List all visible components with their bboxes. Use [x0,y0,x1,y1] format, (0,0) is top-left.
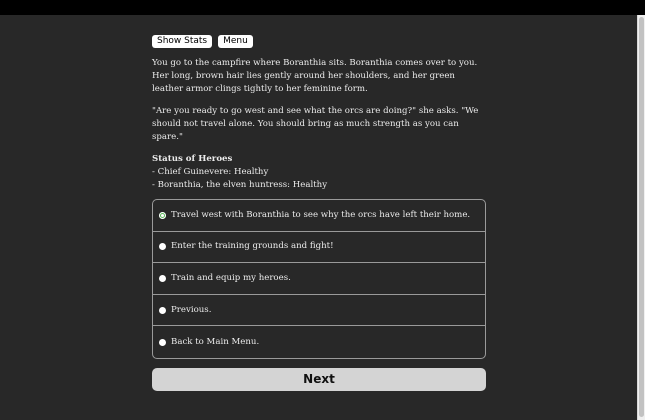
scrollbar[interactable] [637,15,645,420]
radio-icon[interactable] [159,243,166,250]
status-title: Status of Heroes [152,154,233,164]
radio-icon[interactable] [159,339,166,346]
story-paragraph-2: "Are you ready to go west and see what the orcs are doing?" she asks. "We should not travel alone. You should bring as much strength as you can spare." [152,106,479,142]
show-stats-button[interactable]: Show Stats [152,35,212,48]
choice-label: Previous. [171,304,212,315]
next-button[interactable]: Next [152,368,486,391]
toolbar [152,35,486,48]
choice-option-travel-west[interactable] [153,200,485,232]
radio-selected-icon[interactable] [159,212,166,219]
choice-option-train-heroes[interactable] [153,263,485,295]
status-of-heroes [152,153,486,192]
choice-label: Enter the training grounds and fight! [171,241,334,252]
game-content [152,35,486,391]
choice-list [152,199,486,359]
choice-option-previous[interactable] [153,295,485,327]
status-line: - Chief Guinevere: Healthy [152,167,269,177]
choice-label: Travel west with Boranthia to see why the orcs have left their home. [171,209,471,220]
radio-icon[interactable] [159,307,166,314]
scrollbar-thumb[interactable] [639,17,644,417]
choice-label: Back to Main Menu. [171,336,260,347]
radio-icon[interactable] [159,275,166,282]
window-top-bar [0,0,645,15]
choice-option-main-menu[interactable] [153,326,485,358]
choice-option-training-grounds[interactable] [153,232,485,264]
menu-button[interactable]: Menu [218,35,253,48]
status-line: - Boranthia, the elven huntress: Healthy [152,180,328,190]
story-paragraph-1: You go to the campfire where Boranthia sits. Boranthia comes over to you. Her long, brown hair lies gently around her shoulders, and her green leather armor clings tightly to her feminine form. [152,58,478,94]
choice-label: Train and equip my heroes. [171,272,291,283]
